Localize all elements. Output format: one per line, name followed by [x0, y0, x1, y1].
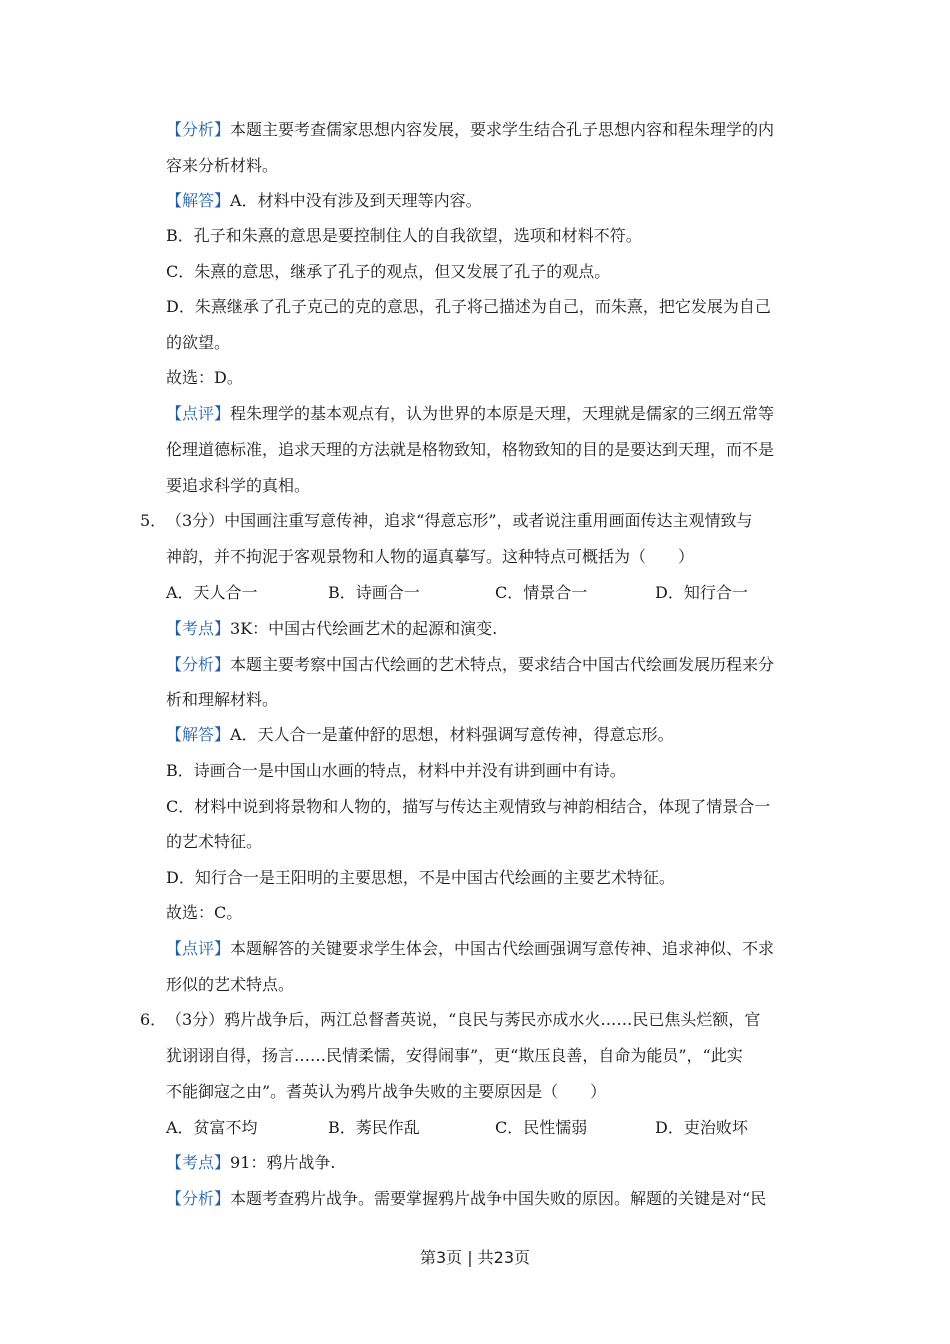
q5-answer-line-4: 的艺术特征。: [166, 832, 263, 851]
q6-number: 6．: [140, 1010, 167, 1029]
q5-number: 5．: [140, 511, 167, 530]
point-tag: 【考点】: [166, 619, 231, 638]
q5-answer-choice: 故选：C。: [166, 903, 243, 922]
q5-answer-line-2: B．诗画合一是中国山水画的特点，材料中并没有讲到画中有诗。: [166, 761, 626, 780]
q5-answer-line-1: 【解答】A．天人合一是董仲舒的思想，材料强调写意传神，得意忘形。: [166, 725, 674, 744]
analysis-tag: 【分析】: [166, 120, 231, 139]
q6-option-c: C．民性懦弱: [495, 1118, 588, 1137]
comment-tag: 【点评】: [166, 939, 231, 958]
page-footer: 第3页 | 共23页: [419, 1248, 531, 1267]
q5-comment-line-2: 形似的艺术特点。: [166, 975, 295, 994]
analysis-tag: 【分析】: [166, 1189, 231, 1208]
q4-answer-line-5: 的欲望。: [166, 333, 231, 352]
q6-stem-line-3: 不能御寇之由”。耆英认为鸦片战争失败的主要原因是（ ）: [166, 1082, 607, 1101]
answer-tag: 【解答】: [166, 191, 231, 210]
q4-answer-line-2: B．孔子和朱熹的意思是要控制住人的自我欲望，选项和材料不符。: [166, 226, 642, 245]
q5-answer-line-5: D．知行合一是王阳明的主要思想，不是中国古代绘画的主要艺术特征。: [166, 868, 675, 887]
q4-answer-line-1: 【解答】A．材料中没有涉及到天理等内容。: [166, 191, 482, 210]
q6-stem-line-1: （3分）鸦片战争后，两江总督耆英说，“良民与莠民亦成水火……民已焦头烂额，官: [166, 1010, 761, 1029]
comment-tag: 【点评】: [166, 404, 231, 423]
q5-answer-line-3: C．材料中说到将景物和人物的，描写与传达主观情致与神韵相结合，体现了情景合一: [166, 797, 771, 816]
point-tag: 【考点】: [166, 1153, 231, 1172]
q6-option-b: B．莠民作乱: [328, 1118, 420, 1137]
q5-analysis-line-2: 析和理解材料。: [166, 690, 279, 709]
q6-stem-line-2: 犹诩诩自得，扬言……民情柔懦，安得闹事”，更“欺压良善，自命为能员”，“此实: [166, 1046, 743, 1065]
q4-analysis-line-2: 容来分析材料。: [166, 156, 279, 175]
q5-point: 【考点】3K：中国古代绘画艺术的起源和演变.: [166, 619, 498, 638]
q6-option-a: A．贫富不均: [166, 1118, 258, 1137]
q4-answer-line-3: C．朱熹的意思，继承了孔子的观点，但又发展了孔子的观点。: [166, 262, 611, 281]
q5-stem-line-1: （3分）中国画注重写意传神，追求“得意忘形”，或者说注重用画面传达主观情致与: [166, 511, 753, 530]
q4-comment-line-3: 要追求科学的真相。: [166, 476, 311, 495]
answer-tag: 【解答】: [166, 725, 231, 744]
q6-option-d: D．吏治败坏: [655, 1118, 748, 1137]
q5-option-b: B．诗画合一: [328, 583, 420, 602]
q4-comment-line-1: 【点评】程朱理学的基本观点有，认为世界的本原是天理，天理就是儒家的三纲五常等: [166, 404, 775, 423]
analysis-tag: 【分析】: [166, 655, 231, 674]
q5-option-d: D．知行合一: [655, 583, 748, 602]
q5-option-c: C．情景合一: [495, 583, 588, 602]
q5-comment-line-1: 【点评】本题解答的关键要求学生体会，中国古代绘画强调写意传神、追求神似、不求: [166, 939, 775, 958]
q4-comment-line-2: 伦理道德标准，追求天理的方法就是格物致知，格物致知的目的是要达到天理，而不是: [166, 440, 775, 459]
q4-analysis-line-1: 【分析】本题主要考查儒家思想内容发展，要求学生结合孔子思想内容和程朱理学的内: [166, 120, 775, 139]
q4-answer-line-4: D．朱熹继承了孔子克己的克的意思，孔子将己描述为自己，而朱熹，把它发展为自己: [166, 297, 771, 316]
q5-analysis-line-1: 【分析】本题主要考察中国古代绘画的艺术特点，要求结合中国古代绘画发展历程来分: [166, 655, 775, 674]
q6-analysis-line-1: 【分析】本题考查鸦片战争。需要掌握鸦片战争中国失败的原因。解题的关键是对“民: [166, 1189, 767, 1208]
q5-option-a: A．天人合一: [166, 583, 258, 602]
q4-answer-choice: 故选：D。: [166, 368, 243, 387]
q6-point: 【考点】91：鸦片战争.: [166, 1153, 336, 1172]
q5-stem-line-2: 神韵，并不拘泥于客观景物和人物的逼真摹写。这种特点可概括为（ ）: [166, 547, 695, 566]
